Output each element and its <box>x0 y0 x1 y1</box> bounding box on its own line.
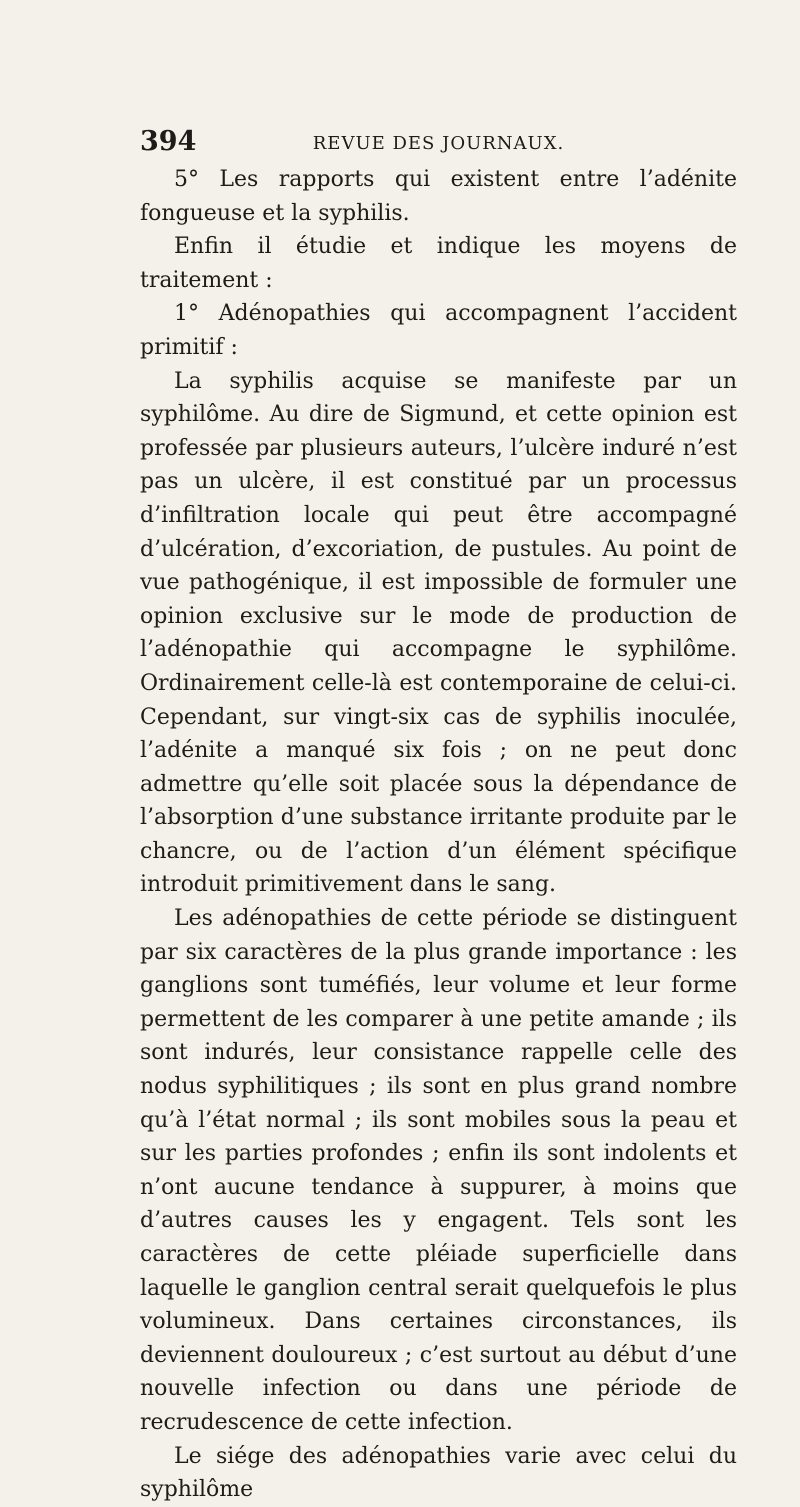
paragraph-item-5: 5° Les rapports qui existent entre l’adénite fongueuse et la syphilis. <box>140 167 737 226</box>
paragraph-caracteres: Les adénopathies de cette période se distinguent par six caractères de la plus grande importance : les ganglions sont tuméfiés, leur volume et leur forme permettent de les comparer à une petite amande ; ils sont indurés, leur consistance rappelle celle des nodus syphilitiques ; ils sont en plus grand nombre qu’à l’état normal ; ils sont mobiles sous la peau et sur les parties profondes ; enfin ils sont indolents et n’ont aucune tendance à suppurer, à moins que d’autres causes les y engagent. Tels sont les caractères de cette pléiade superficielle dans laquelle le ganglion central serait quelquefois le plus volumineux. Dans certaines circonstances, ils deviennent douloureux ; c’est surtout au début d’une nouvelle infection ou dans une période de recrudescence de cette infection. <box>140 906 737 1435</box>
section-heading-adenopathies: 1° Adénopathies qui accompagnent l’accident primitif : <box>140 301 737 360</box>
paragraph-siege: Le siége des adénopathies varie avec celui du syphilôme <box>140 1443 737 1503</box>
paragraph-syphilome: La syphilis acquise se manifeste par un syphilôme. Au dire de Sigmund, et cette opinion est professée par plusieurs auteurs, l’ulcère induré n’est pas un ulcère, il est constitué par un processus d’infiltration locale qui peut être accompagné d’ulcération, d’excoriation, de pustules. Au point de vue pathogénique, il est impossible de formuler une opinion exclusive sur le mode de production de l’adénopathie qui accompagne le syphilôme. Ordinairement celle-là est contemporaine de celui-ci. Cependant, sur vingt-six cas de syphilis inoculée, l’adénite a manqué six fois ; on ne peut donc admettre qu’elle soit placée sous la dépendance de l’absorption d’une substance irritante produite par le chancre, ou de l’action d’un élément spécifique introduit primitivement dans le sang. <box>140 368 737 898</box>
body-text <box>140 163 737 1507</box>
book-page <box>140 126 737 1507</box>
page-number: 394 <box>140 126 197 157</box>
running-title: REVUE DES JOURNAUX. <box>312 133 565 154</box>
page-header <box>140 126 737 158</box>
paragraph-treatment: Enfin il étudie et indique les moyens de traitement : <box>140 234 737 293</box>
